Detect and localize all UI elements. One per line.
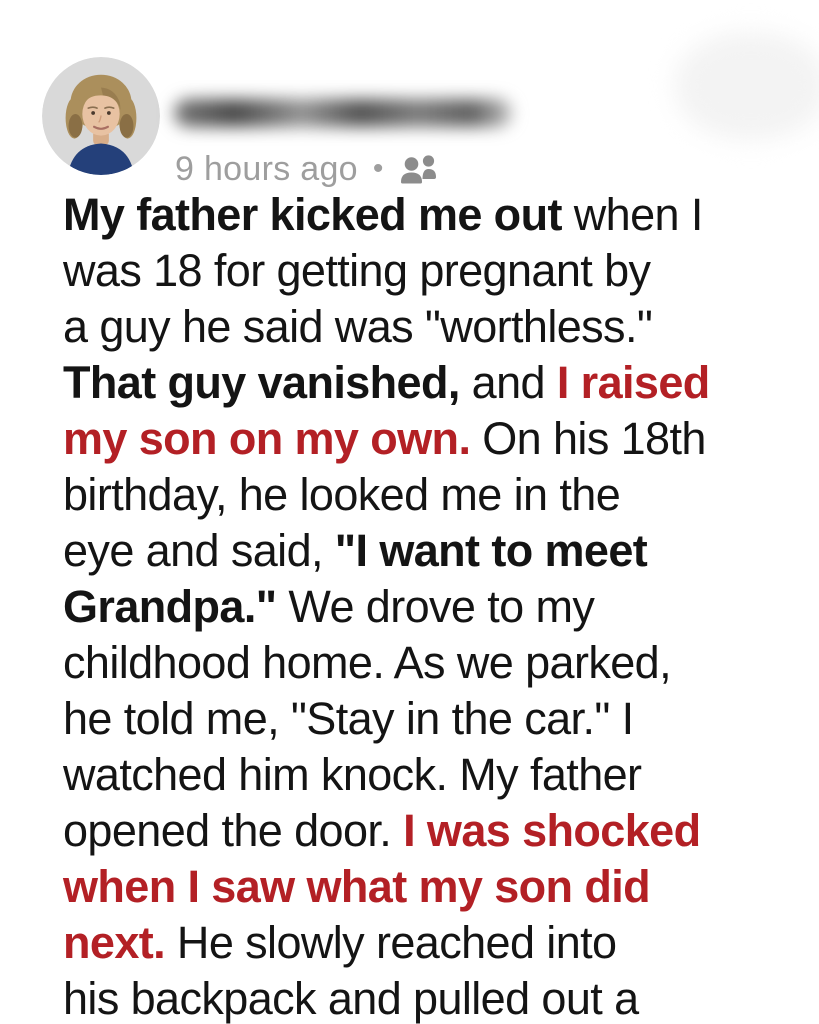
post-line (63, 355, 783, 411)
text-segment: childhood home. As we parked, (63, 637, 671, 688)
text-segment: He slowly reached into (165, 917, 617, 968)
avatar[interactable] (42, 57, 160, 175)
text-segment: opened the door. (63, 805, 404, 856)
text-segment: next. (63, 917, 166, 968)
blurred-username[interactable] (174, 99, 512, 127)
text-segment: birthday, he looked me in the (63, 469, 621, 520)
post-line (63, 467, 783, 523)
text-segment: We drove to my (276, 581, 595, 632)
text-segment: "I want to meet (334, 525, 648, 576)
post-line (63, 915, 783, 971)
post-line (63, 803, 783, 859)
text-segment: when I (561, 189, 703, 240)
text-segment: Grandpa." (63, 581, 277, 632)
post-line (63, 299, 783, 355)
text-segment: I raised (556, 357, 710, 408)
friends-icon (398, 152, 440, 186)
avatar-illustration (42, 57, 160, 175)
text-segment: On his 18th (470, 413, 706, 464)
post-line (63, 859, 783, 915)
text-segment: eye and said, (63, 525, 335, 576)
post-line (63, 635, 783, 691)
post-line (63, 579, 783, 635)
text-segment: That guy vanished, (63, 357, 460, 408)
post-meta (175, 150, 440, 188)
separator-dot: • (372, 152, 384, 185)
post-line (63, 971, 783, 1024)
text-segment: when I saw what my son did (63, 861, 651, 912)
post-line (63, 523, 783, 579)
post-line (63, 691, 783, 747)
post-line (63, 747, 783, 803)
text-segment: his backpack and pulled out a (63, 973, 639, 1024)
text-segment: and (459, 357, 557, 408)
post-text (63, 187, 783, 1024)
timestamp: 9 hours ago (175, 150, 358, 188)
text-segment: my son on my own. (63, 413, 471, 464)
text-segment: was 18 for getting pregnant by (63, 245, 651, 296)
post-line (63, 411, 783, 467)
post-line (63, 187, 783, 243)
blurred-corner-artifact (675, 32, 819, 140)
post-line (63, 243, 783, 299)
text-segment: watched him knock. My father (63, 749, 642, 800)
text-segment: he told me, "Stay in the car." I (63, 693, 634, 744)
text-segment: My father kicked me out (63, 189, 562, 240)
text-segment: a guy he said was "worthless." (63, 301, 653, 352)
text-segment: I was shocked (403, 805, 701, 856)
